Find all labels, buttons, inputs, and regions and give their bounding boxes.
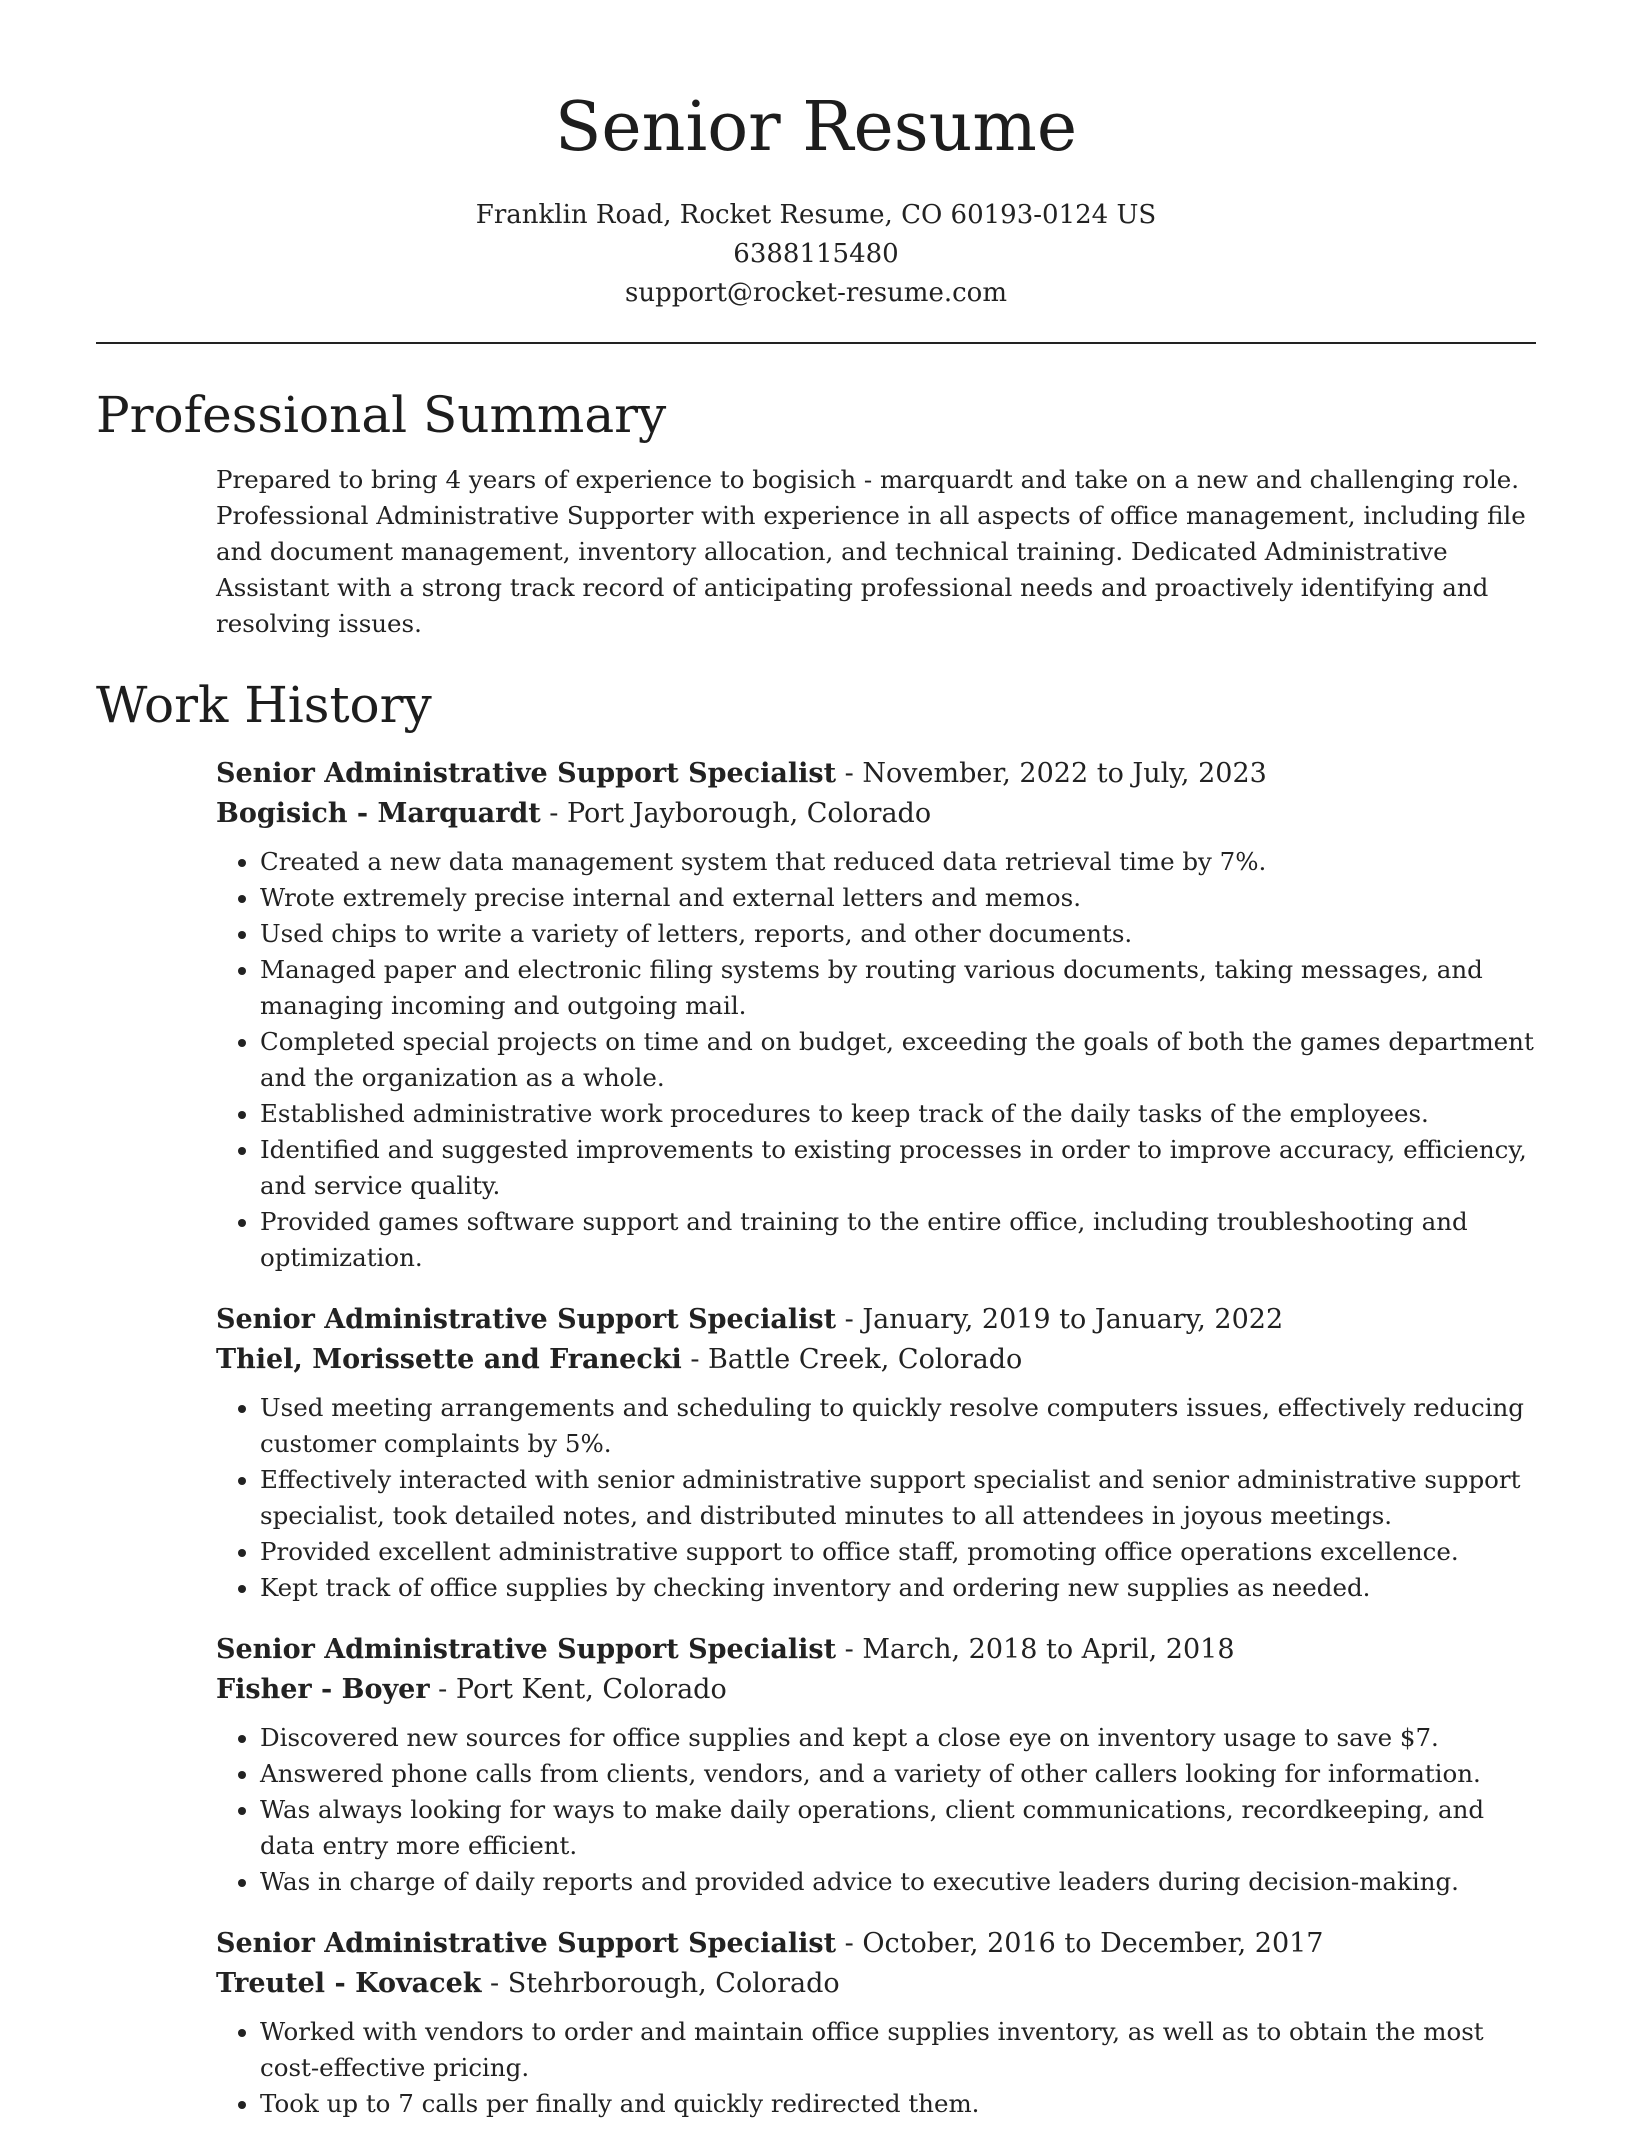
- job-company-line: [216, 794, 1536, 834]
- job-bullet: • Provided excellent administrative support to office staff, promoting office operations excellence.: [260, 1534, 1536, 1570]
- job-role: Senior Administrative Support Specialist: [216, 1634, 837, 1665]
- job-role: Senior Administrative Support Specialist: [216, 1928, 837, 1959]
- summary-text: Prepared to bring 4 years of experience to bogisich - marquardt and take on a new and challenging role. Professional Administrative Supporter with experience in all aspects of office management, including file and document management, inventory allocation, and technical training. Dedicated Administrative Assistant with a strong track record of anticipating professional needs and proactively identifying and resolving issues.: [216, 465, 1526, 638]
- job-title-line: [216, 1630, 1536, 1670]
- job-entry: [96, 1924, 1536, 2122]
- job-location: - Port Jayborough, Colorado: [540, 798, 932, 829]
- job-bullets: [216, 1720, 1536, 1900]
- job-dates: - October, 2016 to December, 2017: [836, 1928, 1324, 1959]
- work-history-heading: Work History: [96, 676, 432, 734]
- job-title-line: [216, 1300, 1536, 1340]
- resume-header: [0, 0, 1632, 313]
- job-bullet: • Wrote extremely precise internal and external letters and memos.: [260, 880, 1536, 916]
- header-divider: [96, 342, 1536, 344]
- job-company-line: [216, 1964, 1536, 2004]
- job-bullet: • Kept track of office supplies by checking inventory and ordering new supplies as needed.: [260, 1570, 1536, 1606]
- job-title-line: [216, 1924, 1536, 1964]
- job-role: Senior Administrative Support Specialist: [216, 1304, 837, 1335]
- job-bullet: • Effectively interacted with senior administrative support specialist and senior administrative support specialist, took detailed notes, and distributed minutes to all attendees in joyous meetings.: [260, 1462, 1536, 1534]
- job-entry: [96, 1630, 1536, 1900]
- job-entry: [96, 754, 1536, 1276]
- job-bullet: • Created a new data management system that reduced data retrieval time by 7%.: [260, 844, 1536, 880]
- job-bullets: [216, 2014, 1536, 2122]
- summary-section: [96, 378, 1536, 642]
- job-company: Treutel - Kovacek: [216, 1968, 482, 1999]
- job-bullet: • Was always looking for ways to make daily operations, client communications, recordkeeping, and data entry more efficient.: [260, 1792, 1536, 1864]
- job-dates: - November, 2022 to July, 2023: [836, 758, 1267, 789]
- job-bullets: [216, 844, 1536, 1276]
- job-bullet: • Discovered new sources for office supplies and kept a close eye on inventory usage to save $7.: [260, 1720, 1536, 1756]
- resume-body: [96, 378, 1536, 2146]
- job-location: - Port Kent, Colorado: [429, 1674, 727, 1705]
- contact-info: [0, 196, 1632, 313]
- email-address: support@rocket-resume.com: [624, 278, 1007, 308]
- job-bullet: • Was in charge of daily reports and provided advice to executive leaders during decision-making.: [260, 1864, 1536, 1900]
- job-company: Bogisich - Marquardt: [216, 798, 541, 829]
- work-history-section: [96, 668, 1536, 2122]
- job-bullets: [216, 1390, 1536, 1606]
- job-bullet: • Managed paper and electronic filing systems by routing various documents, taking messages, and managing incoming and outgoing mail.: [260, 952, 1536, 1024]
- job-bullet: • Used chips to write a variety of letters, reports, and other documents.: [260, 916, 1536, 952]
- job-company: Fisher - Boyer: [216, 1674, 430, 1705]
- job-bullet: • Used meeting arrangements and scheduling to quickly resolve computers issues, effectively reducing customer complaints by 5%.: [260, 1390, 1536, 1462]
- job-title-line: [216, 754, 1536, 794]
- job-bullet: • Worked with vendors to order and maintain office supplies inventory, as well as to obtain the most cost-effective pricing.: [260, 2014, 1536, 2086]
- address-line: Franklin Road, Rocket Resume, CO 60193-0124 US: [475, 200, 1157, 230]
- job-company-line: [216, 1670, 1536, 1710]
- job-dates: - March, 2018 to April, 2018: [836, 1634, 1235, 1665]
- job-company: Thiel, Morissette and Franecki: [216, 1344, 682, 1375]
- job-role: Senior Administrative Support Specialist: [216, 758, 837, 789]
- phone-number: 6388115480: [733, 239, 899, 269]
- job-bullet: • Established administrative work procedures to keep track of the daily tasks of the employees.: [260, 1096, 1536, 1132]
- job-entry: [96, 1300, 1536, 1606]
- job-bullet: • Took up to 7 calls per finally and quickly redirected them.: [260, 2086, 1536, 2122]
- job-bullet: • Completed special projects on time and on budget, exceeding the goals of both the games department and the organization as a whole.: [260, 1024, 1536, 1096]
- job-bullet: • Provided games software support and training to the entire office, including troubleshooting and optimization.: [260, 1204, 1536, 1276]
- job-bullet: • Identified and suggested improvements to existing processes in order to improve accuracy, efficiency, and service quality.: [260, 1132, 1536, 1204]
- job-location: - Battle Creek, Colorado: [681, 1344, 1023, 1375]
- job-bullet: • Answered phone calls from clients, vendors, and a variety of other callers looking for information.: [260, 1756, 1536, 1792]
- job-company-line: [216, 1340, 1536, 1380]
- job-dates: - January, 2019 to January, 2022: [836, 1304, 1284, 1335]
- summary-heading: Professional Summary: [96, 386, 667, 444]
- job-location: - Stehrborough, Colorado: [481, 1968, 840, 1999]
- candidate-name: Senior Resume: [554, 88, 1078, 167]
